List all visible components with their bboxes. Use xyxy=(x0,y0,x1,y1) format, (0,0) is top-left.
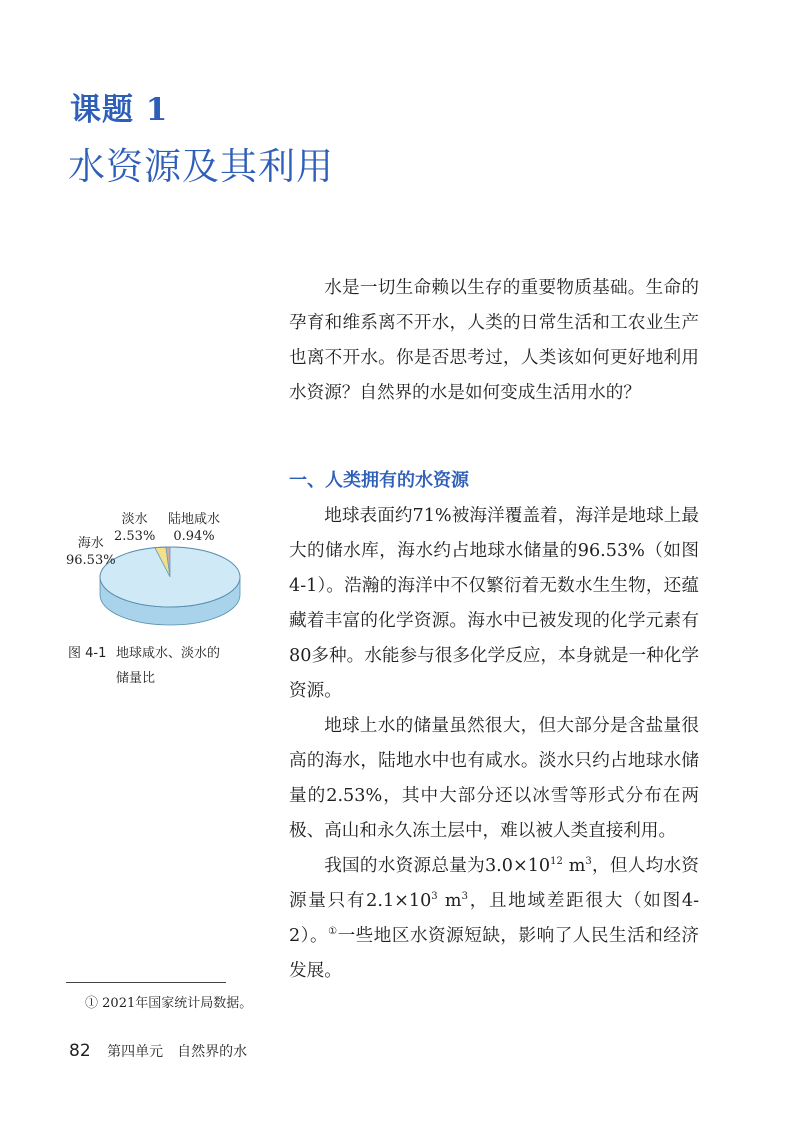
p3-part-d: m xyxy=(437,891,462,911)
paragraph-china-water xyxy=(289,849,699,989)
caption-text-1: 地球咸水、淡水的 xyxy=(116,646,221,661)
pie-label-land-saltwater-name: 陆地咸水 xyxy=(168,512,221,527)
p3-part-a: 我国的水资源总量为3.0×10 xyxy=(324,856,551,876)
p3-part-e: ，且地域差距很大（如图4-2）。 xyxy=(289,891,700,946)
footnote-text: 2021年国家统计局数据。 xyxy=(102,996,253,1011)
p3-part-c: ，但人均水资源量只有2.1×10 xyxy=(289,856,699,911)
intro-paragraph: 水是一切生命赖以生存的重要物质基础。生命的孕育和维系离不开水，人类的日常生活和工农业生产也离不开水。你是否思考过，人类该如何更好地利用水资源？自然界的水是如何变成生活用水的？ xyxy=(289,278,699,403)
pie-chart xyxy=(60,505,260,645)
footnote-reference-mark[interactable]: ① xyxy=(328,926,338,938)
paragraph-ocean: 地球表面约71%被海洋覆盖着，海洋是地球上最大的储水库，海水约占地球水储量的96.53%（如图4-1）。浩瀚的海洋中不仅繁衍着无数水生生物，还蕴藏着丰富的化学资源。海水中已被发现的化学元素有80多种。水能参与很多化学反应，本身就是一种化学资源。 xyxy=(289,506,699,701)
intro-paragraph-block xyxy=(289,271,699,411)
page-footer xyxy=(69,1041,247,1061)
p3-unit-exponent-2: 3 xyxy=(461,891,468,903)
p3-part-f: 一些地区水资源短缺，影响了人民生活和经济发展。 xyxy=(289,926,699,981)
paragraph-freshwater: 地球上水的储量虽然很大，但大部分是含盐量很高的海水，陆地水中也有咸水。淡水只约占地球水储量的2.53%，其中大部分还以冰雪等形式分布在两极、高山和永久冻土层中，难以被人类直接利用。 xyxy=(289,716,699,841)
pie-label-land-saltwater-value: 0.94% xyxy=(173,529,215,544)
caption-line-2: 储量比 xyxy=(116,671,156,686)
pie-label-freshwater xyxy=(114,511,155,545)
p3-exponent-2: 3 xyxy=(431,891,438,903)
page-number: 82 xyxy=(69,1041,91,1061)
body-text xyxy=(289,499,699,989)
pie-label-land-saltwater xyxy=(168,511,220,545)
page-title: 水资源及其利用 xyxy=(68,145,334,188)
pie-label-seawater-name: 海水 xyxy=(77,536,104,551)
footnote-divider xyxy=(66,982,226,983)
lesson-label: 课题 1 xyxy=(70,92,169,128)
pie-label-seawater xyxy=(66,535,116,569)
section-heading: 一、人类拥有的水资源 xyxy=(289,470,469,491)
p3-part-b: m xyxy=(562,856,586,876)
pie-chart-svg xyxy=(60,505,260,645)
caption-line-1 xyxy=(68,641,220,666)
p3-unit-exponent-1: 3 xyxy=(585,856,592,868)
pie-label-freshwater-name: 淡水 xyxy=(121,512,148,527)
pie-label-seawater-value: 96.53% xyxy=(66,553,116,568)
pie-label-freshwater-value: 2.53% xyxy=(114,529,156,544)
figure-caption xyxy=(68,641,220,691)
footnote xyxy=(85,992,252,1011)
unit-title: 第四单元 自然界的水 xyxy=(107,1044,248,1060)
footnote-mark: ① xyxy=(85,996,99,1011)
figure-number: 图 4-1 xyxy=(68,646,107,661)
p3-exponent-1: 12 xyxy=(550,856,563,868)
